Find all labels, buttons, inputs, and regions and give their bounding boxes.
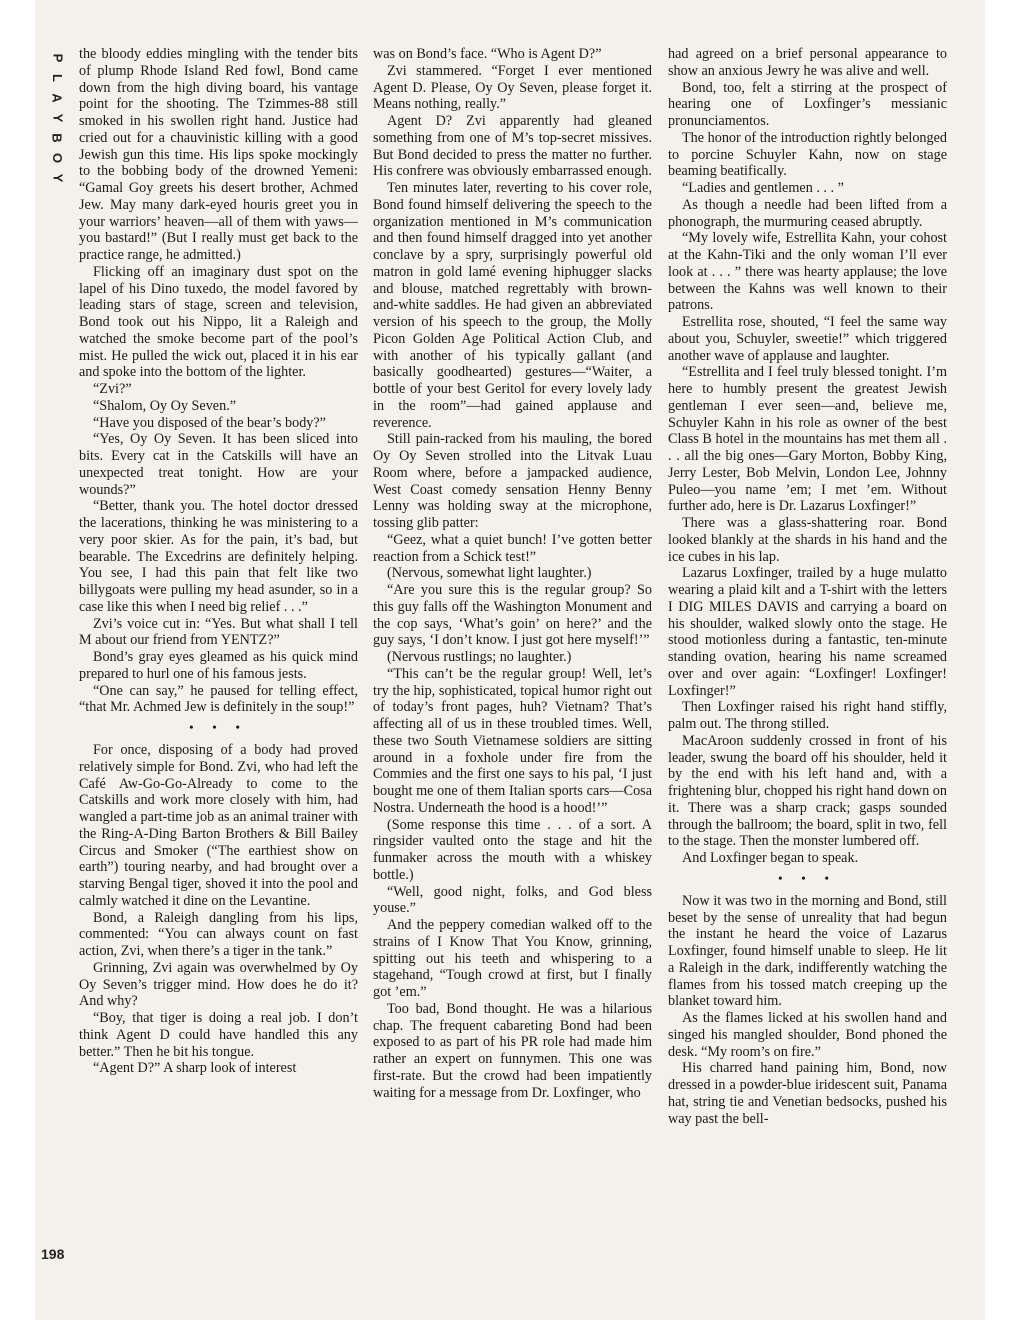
paragraph: “My lovely wife, Estrellita Kahn, your cohost at the Kahn-Tiki and the only woman I’ll ever look at . . . ” there was hearty applause; the love between the Kahns was well known to their patrons. [668,230,947,314]
paragraph: Flicking off an imaginary dust spot on the lapel of his Dino tuxedo, the model favored by leading stars of stage, screen and television, Bond took out his Nippo, lit a Raleigh and watched the smoke become part of the pool’s mist. He pulled the wick out, placed it in his ear and spoke into the bottom of the lighter. [79,263,358,381]
paragraph: “Estrellita and I feel truly blessed tonight. I’m here to humbly present the greatest Jewish gentleman I ever seen—and, believe me, Schuyler Kahn in his role as owner of the best Class B hotel in the mountains has met them all . . . all the big ones—Gary Morton, Bobby King, Jerry Lester, Bob Melvin, London Lee, Johnny Puleo—you name ’em; I met ’em. Without further ado, here is Dr. Lazarus Loxfinger!” [668,364,947,515]
paragraph: “Well, good night, folks, and God bless youse.” [373,883,652,917]
paragraph: Grinning, Zvi again was overwhelmed by Oy Oy Seven’s trigger mind. How does he do it? And why? [79,959,358,1010]
paragraph: The honor of the introduction rightly belonged to porcine Schuyler Kahn, now on stage beaming beatifically. [668,129,947,180]
paragraph: “Boy, that tiger is doing a real job. I don’t think Agent D could have handled this any better.” Then he bit his tongue. [79,1010,358,1060]
paragraph: (Nervous, somewhat light laughter.) [387,565,592,582]
paragraph: “Ladies and gentlemen . . . ” [682,180,844,196]
paragraph: “Better, thank you. The hotel doctor dressed the lacerations, thinking he was ministering to a very poor skier. As for the pain, it’s bad, but bearable. The Excedrins are definitely helping. You see, I had this pain that felt like two billygoats were pulling my head asunder, so in a case like this when I need big relief . . .” [79,498,358,615]
paragraph: Lazarus Loxfinger, trailed by a huge mulatto wearing a plaid kilt and a T-shirt with the letters I DIG MILES DAVIS and carrying a board on his shoulder, walked slowly onto the stage. He stood motionless during a fantastic, ten-minute standing ovation, hearing his name screamed over and over again: “Loxfinger! Loxfinger! Loxfinger!” [668,565,947,699]
paragraph: “One can say,” he paused for telling effect, “that Mr. Achmed Jew is definitely in the soup!” [79,682,358,716]
page-number: 198 [41,1246,65,1262]
paragraph: Too bad, Bond thought. He was a hilarious chap. The frequent cabareting Bond had been exposed to as part of his PR role had made him rather an expert on funnymen. This one was first-rate. But the crowd had been impatiently waiting for a message from Dr. Loxfinger, who [373,1000,652,1101]
paragraph: As though a needle had been lifted from a phonograph, the murmuring ceased abruptly. [668,196,947,230]
paragraph: “Zvi?” [93,381,132,397]
column-1 [79,46,358,1266]
paragraph: “Agent D?” A sharp look of interest [93,1060,297,1077]
section-break: • • • [778,870,837,885]
masthead-letter: P [49,53,65,63]
paragraph: Zvi stammered. “Forget I ever mentioned Agent D. Please, Oy Oy Seven, please forget it. Means nothing, really.” [373,62,652,113]
paragraph: “Yes, Oy Oy Seven. It has been sliced into bits. Every cat in the Catskills will have an unexpected treat tonight. How are your wounds?” [79,431,358,498]
paragraph: Still pain-racked from his mauling, the bored Oy Oy Seven strolled into the Litvak Luau Room where, before a jampacked audience, West Coast comedy sensation Henny Benny Lenny was holding sway at the microphone, tossing glib patter: [373,431,652,531]
paragraph: the bloody eddies mingling with the tender bits of plump Rhode Island Red fowl, Bond came down from the high diving board, his vantage point for the shooting. The Tzimmes-88 still smoked in his swollen right hand. Justice had cried out for a chauvinistic killing with a good Jewish gun this time. His lips spoke mockingly to the bobbing body of the drowned Yemeni: “Gamal Goy greets his desert brother, Achmed Jew. May many dark-eyed houris greet you in your warriors’ heaven—all of them with yaws—you bastard!” (But I really must get back to the practice range, he admitted.) [79,46,358,263]
paragraph: “Have you disposed of the bear’s body?” [93,414,326,431]
paragraph: Ten minutes later, reverting to his cover role, Bond found himself delivering the speech to the organization mentioned in M’s communication and then found himself dragged into yet another conclave by a spry, surprisingly powerful old matron in gold lamé evening hiphugger slacks and blouse, matched regrettably with brown-and-white saddles. He had given an abbreviated version of his speech to the group, the Molly Picon Golden Age Political Action Club, and with another of his typically gallant (and basically goodhearted) gestures—“Waiter, a bottle of your best Geritol for every lovely lady in the room”—had gained applause and reverence. [373,180,652,431]
paragraph: Agent D? Zvi apparently had gleaned something from one of M’s top-secret missives. But Bond decided to press the matter no further. His confrere was obviously embarrassed enough. [373,113,652,180]
paragraph: “This can’t be the regular group! Well, let’s try the hip, sophisticated, topical humor right out of today’s front pages, huh? Vietnam? That’s affecting all of us in these troubled times. Well, these two South Vietnamese soldiers are sitting around in a foxhole under fire from the Commies and the first one says to his pal, ‘I just bought me one of them Italian sports cars—Cosa Nostra. Underneath the hood is a hood!’” [373,665,652,816]
masthead-letter: B [49,133,65,143]
column-2 [373,46,652,1266]
column-3 [668,46,947,1266]
masthead-letter: O [50,152,65,164]
paragraph: “Shalom, Oy Oy Seven.” [93,397,237,414]
magazine-page [35,0,985,1320]
paragraph: And Loxfinger began to speak. [682,850,859,866]
masthead-letter: L [49,74,65,82]
paragraph: Zvi’s voice cut in: “Yes. But what shall I tell M about our friend from YENTZ?” [79,615,358,649]
masthead-vertical [47,48,67,188]
masthead-letter: Y [49,173,65,183]
paragraph: MacAroon suddenly crossed in front of his leader, swung the board off his shoulder, held it by the end with his left hand and, with a frightening blur, chopped his right hand down on it. There was a sharp crack; gasps sounded through the ballroom; the board, split in two, fell to the stage. Then the monster lumbered off. [668,732,947,850]
paragraph: For once, disposing of a body had proved relatively simple for Bond. Zvi, who had left the Café Aw-Go-Go-Already to come to the Catskills and work more closely with him, had wangled a part-time job as an animal trainer with the Ring-A-Ding Barton Brothers & Bill Bailey Circus and Smoker (“The earthiest show on earth”) touring nearby, and had brought over a starving Bengal tiger, shoved it into the pool and calmly watched it dine on the Levantine. [79,742,358,909]
paragraph: Bond, too, felt a stirring at the prospect of hearing one of Loxfinger’s messianic pronunciamentos. [668,79,947,129]
paragraph: was on Bond’s face. “Who is Agent D?” [373,46,602,62]
paragraph: Then Loxfinger raised his right hand stiffly, palm out. The throng stilled. [668,699,947,732]
paragraph: Bond, a Raleigh dangling from his lips, commented: “You can always count on fast action, Zvi, when there’s a tiger in the tank.” [79,909,358,959]
paragraph: “Geez, what a quiet bunch! I’ve gotten better reaction from a Schick test!” [373,531,652,565]
masthead-letter: Y [49,113,65,123]
paragraph: His charred hand paining him, Bond, now dressed in a powder-blue iridescent suit, Panama hat, string tie and Venetian bedsocks, pushed his way past the bell- [668,1060,947,1127]
paragraph: Estrellita rose, shouted, “I feel the same way about you, Schuyler, sweetie!” which triggered another wave of applause and laughter. [668,314,947,364]
paragraph: As the flames licked at his swollen hand and singed his mangled shoulder, Bond phoned the desk. “My room’s on fire.” [668,1010,947,1060]
paragraph: had agreed on a brief personal appearance to show an anxious Jewry he was alive and well. [668,46,947,79]
section-break: • • • [189,720,248,734]
paragraph: There was a glass-shattering roar. Bond looked blankly at the shards in his hand and the ice cubes in his lap. [668,515,947,565]
masthead-letter: A [49,93,65,103]
paragraph: “Are you sure this is the regular group? So this guy falls off the Washington Monument and the cop says, ‘What’s goin’ on here?’ and the guy says, ‘I don’t know. I just got here myself!’” [373,582,652,649]
paragraph: (Nervous rustlings; no laughter.) [387,649,572,665]
paragraph: And the peppery comedian walked off to the strains of I Know That You Know, grinning, spitting out his teeth and whispering to a stagehand, “Tough crowd at first, but I finally got ’em.” [373,917,652,1000]
paragraph: Now it was two in the morning and Bond, still beset by the sense of unreality that had begun the instant he heard the voice of Lazarus Loxfinger, found himself unable to sleep. He lit a Raleigh in the dark, indifferently watching the flames from his tossed match creeping up the blanket toward him. [668,892,947,1010]
paragraph: (Some response this time . . . of a sort. A ringsider vaulted onto the stage and hit the funmaker across the mouth with a whiskey bottle.) [373,816,652,883]
paragraph: Bond’s gray eyes gleamed as his quick mind prepared to hurl one of his famous jests. [79,649,358,682]
